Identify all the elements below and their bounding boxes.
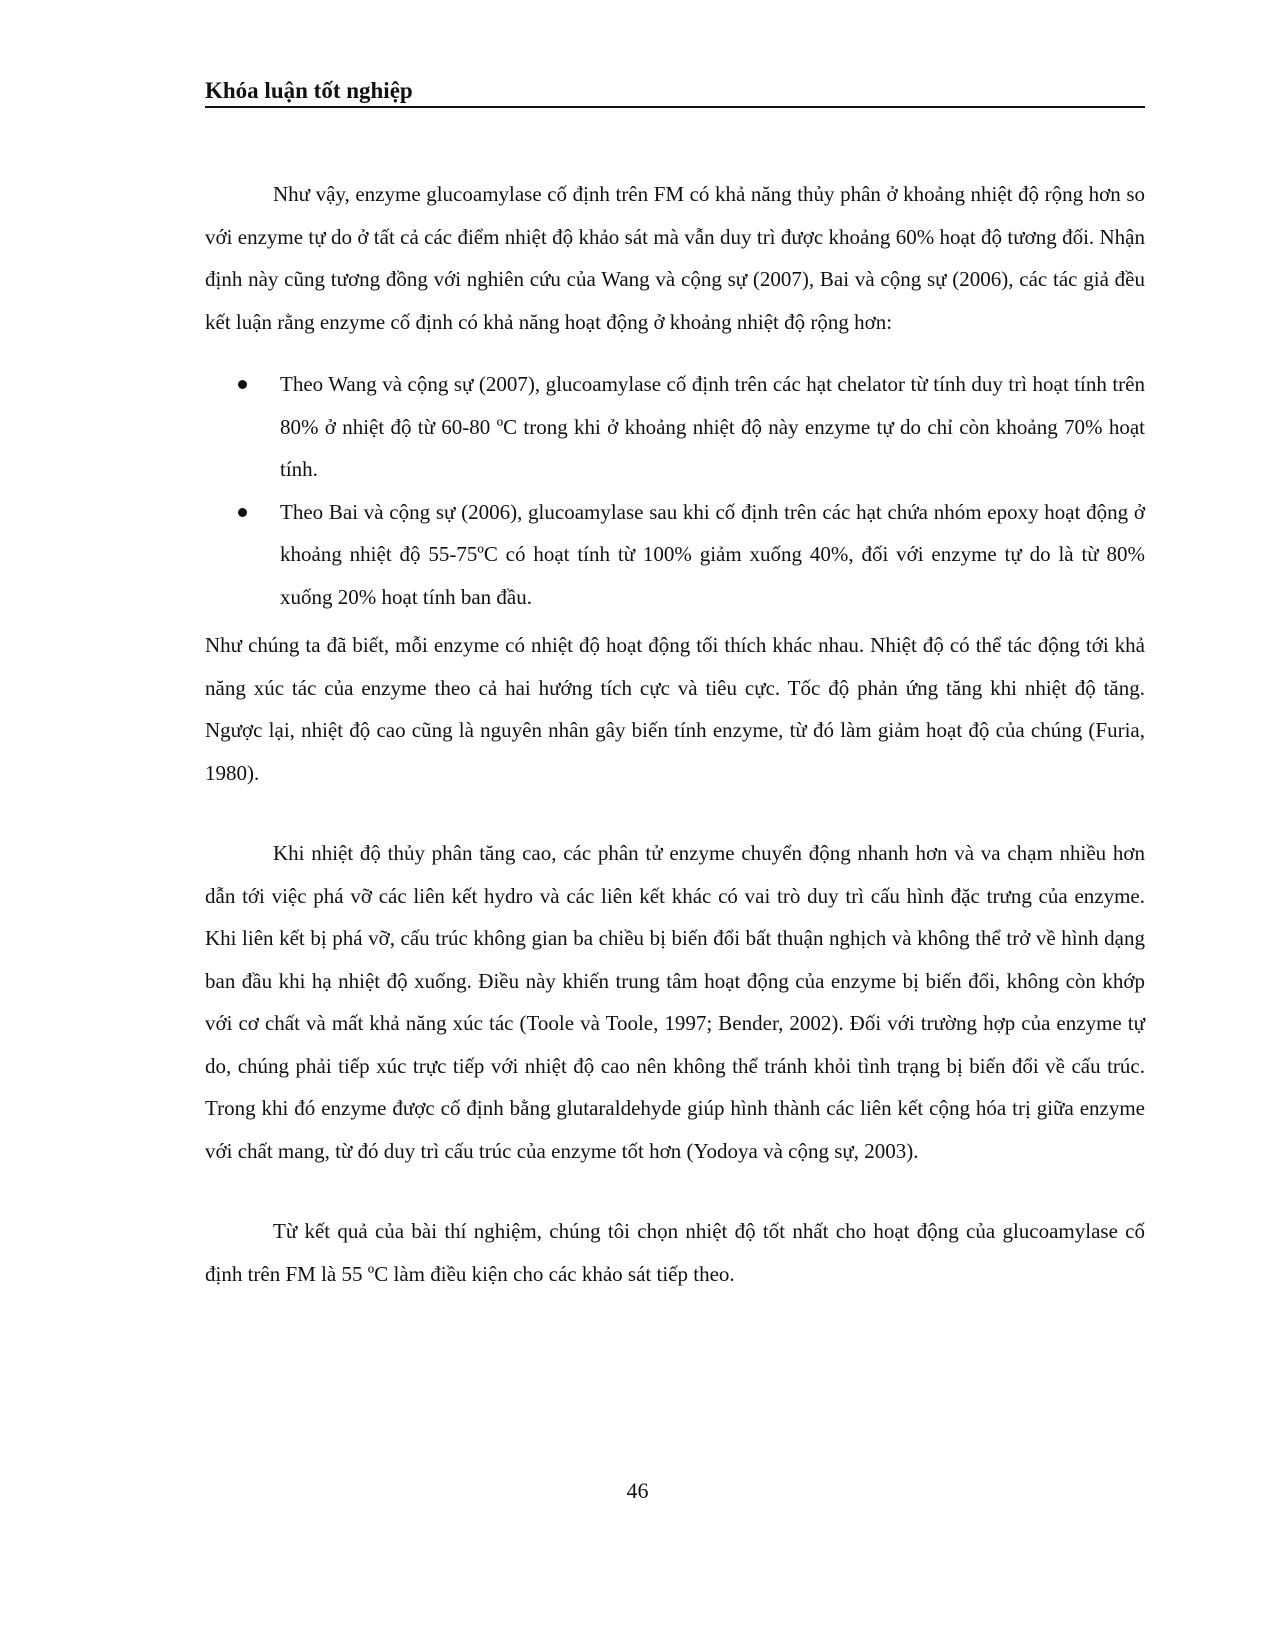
bullet-list [205, 363, 1145, 618]
header-rule [205, 106, 1145, 108]
page-number: 46 [626, 1478, 649, 1503]
header-title: Khóa luận tốt nghiệp [205, 78, 413, 103]
bullet-item-bai [205, 491, 1145, 619]
page-header [205, 76, 1145, 110]
paragraph-2: Như chúng ta đã biết, mỗi enzyme có nhiệt độ hoạt động tối thích khác nhau. Nhiệt độ có thể tác động tới khả năng xúc tác của enzyme theo cả hai hướng tích cực và tiêu cực. Tốc độ phản ứng tăng khi nhiệt độ tăng. Ngược lại, nhiệt độ cao cũng là nguyên nhân gây biến tính enzyme, từ đó làm giảm hoạt độ của chúng (Furia, 1980). [205, 633, 1145, 785]
paragraph-4: Từ kết quả của bài thí nghiệm, chúng tôi chọn nhiệt độ tốt nhất cho hoạt động của glucoamylase cố định trên FM là 55 ºC làm điều kiện cho các khảo sát tiếp theo. [205, 1219, 1145, 1286]
bullet-text: Theo Bai và cộng sự (2006), glucoamylase sau khi cố định trên các hạt chứa nhóm epoxy hoạt động ở khoảng nhiệt độ 55-75ºC có hoạt tính từ 100% giảm xuống 40%, đối với enzyme tự do là từ 80% xuống 20% hoạt tính ban đầu. [280, 499, 1145, 609]
bullet-dot-icon [238, 508, 247, 517]
paragraph-1: Như vậy, enzyme glucoamylase cố định trên FM có khả năng thủy phân ở khoảng nhiệt độ rộng hơn so với enzyme tự do ở tất cả các điểm nhiệt độ khảo sát mà vẫn duy trì được khoảng 60% hoạt độ tương đối. Nhận định này cũng tương đồng với nghiên cứu của Wang và cộng sự (2007), Bai và cộng sự (2006), các tác giả đều kết luận rằng enzyme cố định có khả năng hoạt động ở khoảng nhiệt độ rộng hơn: [205, 182, 1145, 334]
body-text [205, 173, 1145, 1295]
bullet-item-wang [205, 363, 1145, 491]
paragraph-3: Khi nhiệt độ thủy phân tăng cao, các phân tử enzyme chuyển động nhanh hơn và va chạm nhiều hơn dẫn tới việc phá vỡ các liên kết hydro và các liên kết khác có vai trò duy trì cấu hình đặc trưng của enzyme. Khi liên kết bị phá vỡ, cấu trúc không gian ba chiều bị biến đổi bất thuận nghịch và không thể trở về hình dạng ban đầu khi hạ nhiệt độ xuống. Điều này khiến trung tâm hoạt động của enzyme bị biến đổi, không còn khớp với cơ chất và mất khả năng xúc tác (Toole và Toole, 1997; Bender, 2002). Đối với trường hợp của enzyme tự do, chúng phải tiếp xúc trực tiếp với nhiệt độ cao nên không thể tránh khỏi tình trạng bị biến đổi về cấu trúc. Trong khi đó enzyme được cố định bằng glutaraldehyde giúp hình thành các liên kết cộng hóa trị giữa enzyme với chất mang, từ đó duy trì cấu trúc của enzyme tốt hơn (Yodoya và cộng sự, 2003). [205, 841, 1145, 1163]
bullet-text: Theo Wang và cộng sự (2007), glucoamylase cố định trên các hạt chelator từ tính duy trì hoạt tính trên 80% ở nhiệt độ từ 60-80 ºC trong khi ở khoảng nhiệt độ này enzyme tự do chỉ còn khoảng 70% hoạt tính. [280, 372, 1145, 481]
bullet-dot-icon [238, 380, 247, 389]
